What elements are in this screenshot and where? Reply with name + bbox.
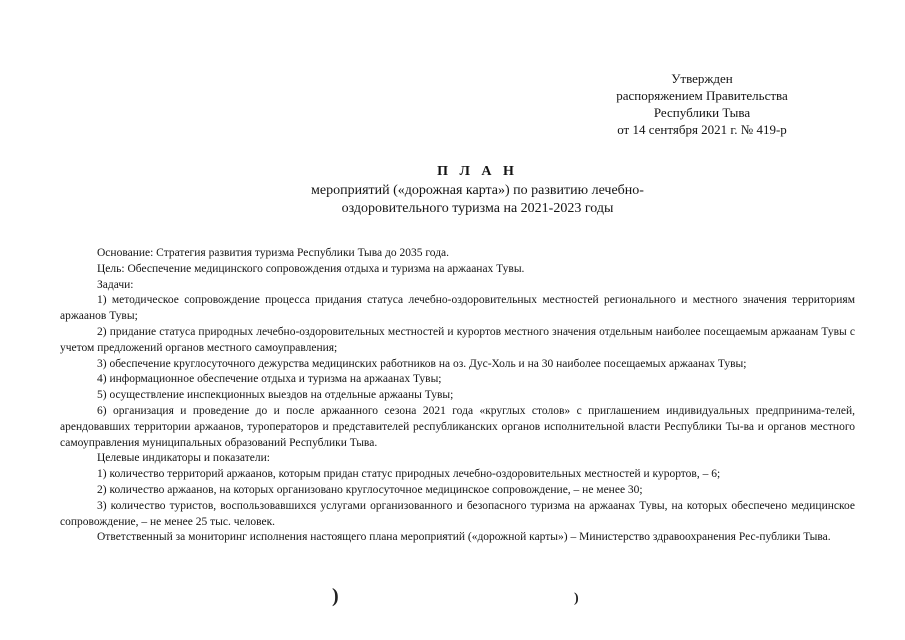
basis-paragraph: Основание: Стратегия развития туризма Республики Тыва до 2035 года. (97, 247, 450, 259)
document-title: П Л А Н (437, 164, 518, 179)
task-item: 2) придание статуса природных лечебно-оздоровительных местностей и курортов местного значения отдельным наиболее посещаемым аржаанам Тувы с учетом предложений органов местного самоуправления; (60, 325, 855, 354)
indicator-item: 2) количество аржаанов, на которых организовано круглосуточное медицинское сопровождение, – не менее 30; (97, 483, 643, 496)
task-item: 3) обеспечение круглосуточного дежурства медицинских работников на оз. Дус-Холь и на 30 наиболее посещаемых аржаанах Тувы; (97, 357, 747, 370)
tasks-heading: Задачи: (97, 278, 134, 291)
scan-mark-right: ) (574, 591, 579, 606)
task-item: 5) осуществление инспекционных выездов на отдельные аржааны Тувы; (97, 389, 454, 402)
document-body (60, 246, 855, 546)
approval-line-approved: Утвержден (671, 71, 733, 86)
responsible-paragraph: Ответственный за мониторинг исполнения настоящего плана мероприятий («дорожной карты») – Министерство здравоохранения Рес-публики Тыва. (97, 531, 831, 544)
task-item: 4) информационное обеспечение отдыха и туризма на аржаанах Тувы; (97, 373, 442, 386)
task-item: 1) методическое сопровождение процесса придания статуса лечебно-оздоровительных местностей регионального и местного значения территориям аржаанов Тувы; (60, 294, 855, 323)
indicators-heading: Целевые индикаторы и показатели: (97, 452, 270, 465)
indicator-item: 3) количество туристов, воспользовавшихся услугами организованного и безопасного туризма на аржаанах Тувы, на которых обеспечено медицинское сопровождение, – не менее 25 тыс. человек. (60, 499, 855, 528)
indicator-item: 1) количество территорий аржаанов, которым придан статус природных лечебно-оздоровительных местностей и курортов, – 6; (97, 468, 721, 481)
scan-mark-left: ) (332, 585, 339, 607)
document-title-block (250, 163, 705, 218)
goal-paragraph: Цель: Обеспечение медицинского сопровождения отдыха и туризма на аржаанах Тувы. (97, 262, 525, 275)
approval-stamp (572, 70, 832, 138)
approval-line-order: распоряжением Правительства (616, 88, 788, 103)
approval-line-republic: Республики Тыва (653, 105, 751, 120)
document-subtitle-line-2: оздоровительного туризма на 2021-2023 годы (341, 201, 614, 216)
task-item: 6) организация и проведение до и после аржаанного сезона 2021 года «круглых столов» с приглашением индивидуальных предпринима-телей, арендовавших территории аржаанов, туроператоров и представителей республиканских органов исполнительной власти Республики Ты-ва и органов местного самоуправления муниципальных образований Республики Тыва. (60, 404, 855, 449)
approval-line-date: от 14 сентября 2021 г. № 419-р (617, 122, 787, 137)
document-subtitle-line-1: мероприятий («дорожная карта») по развитию лечебно- (311, 183, 644, 198)
